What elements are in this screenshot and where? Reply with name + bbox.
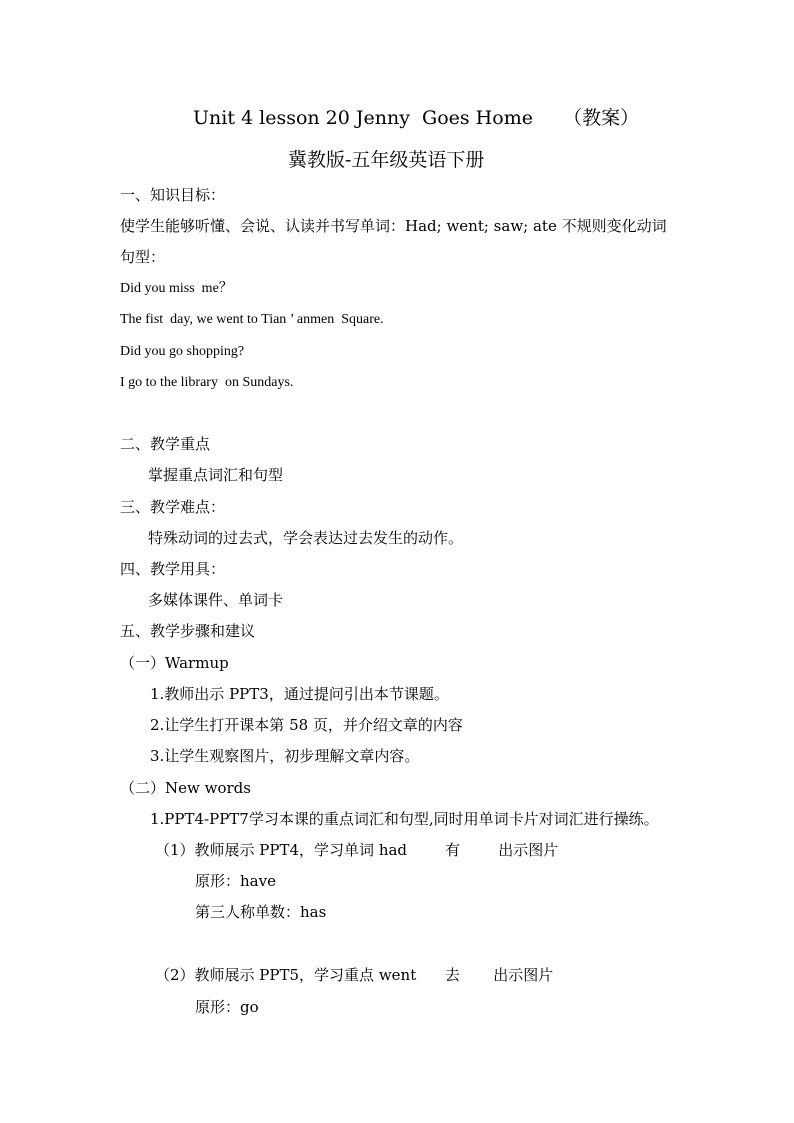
sentence-pattern-4: I go to the library on Sundays. — [120, 375, 294, 390]
document-title: Unit 4 lesson 20 Jenny Goes Home （教案） — [193, 107, 640, 129]
paragraph-vocabulary-goal: 使学生能够听懂、会说、认读并书写单词：Had; went; saw; ate 不规则变化动词 — [120, 217, 667, 235]
word-form-have: 原形：have — [195, 872, 276, 890]
step-warmup-3: 3.让学生观察图片，初步理解文章内容。 — [150, 747, 420, 765]
paragraph-key-points: 掌握重点词汇和句型 — [148, 466, 284, 484]
paragraph-difficulties: 特殊动词的过去式，学会表达过去发生的动作。 — [148, 529, 464, 547]
sentence-pattern-3: Did you go shopping? — [120, 344, 245, 359]
document-subtitle: 冀教版-五年级英语下册 — [288, 149, 485, 171]
step-new-words-went: （2）教师展示 PPT5，学习重点 went 去 出示图片 — [155, 966, 554, 984]
word-form-has: 第三人称单数：has — [195, 903, 327, 921]
step-new-words-1: 1.PPT4-PPT7学习本课的重点词汇和句型,同时用单词卡片对词汇进行操练。 — [150, 810, 659, 828]
subsection-heading-new-words: （二）New words — [120, 779, 251, 797]
section-heading-teaching-steps: 五、教学步骤和建议 — [120, 622, 256, 640]
section-heading-difficulties: 三、教学难点： — [120, 498, 226, 516]
section-heading-knowledge-goals: 一、知识目标： — [120, 186, 226, 204]
label-sentence-patterns: 句型： — [120, 248, 166, 266]
step-warmup-2: 2.让学生打开课本第 58 页，并介绍文章的内容 — [150, 716, 463, 734]
sentence-pattern-1: Did you miss me？ — [120, 281, 233, 296]
step-warmup-1: 1.教师出示 PPT3，通过提问引出本节课题。 — [150, 685, 449, 703]
subsection-heading-warmup: （一）Warmup — [120, 654, 229, 672]
paragraph-teaching-aids: 多媒体课件、单词卡 — [148, 591, 284, 609]
section-heading-teaching-aids: 四、教学用具： — [120, 560, 226, 578]
section-heading-key-points: 二、教学重点 — [120, 435, 211, 453]
sentence-pattern-2: The fist day, we went to Tian ’ anmen Square. — [120, 312, 384, 327]
step-new-words-had: （1）教师展示 PPT4，学习单词 had 有 出示图片 — [155, 841, 559, 859]
word-form-go: 原形：go — [195, 998, 259, 1016]
